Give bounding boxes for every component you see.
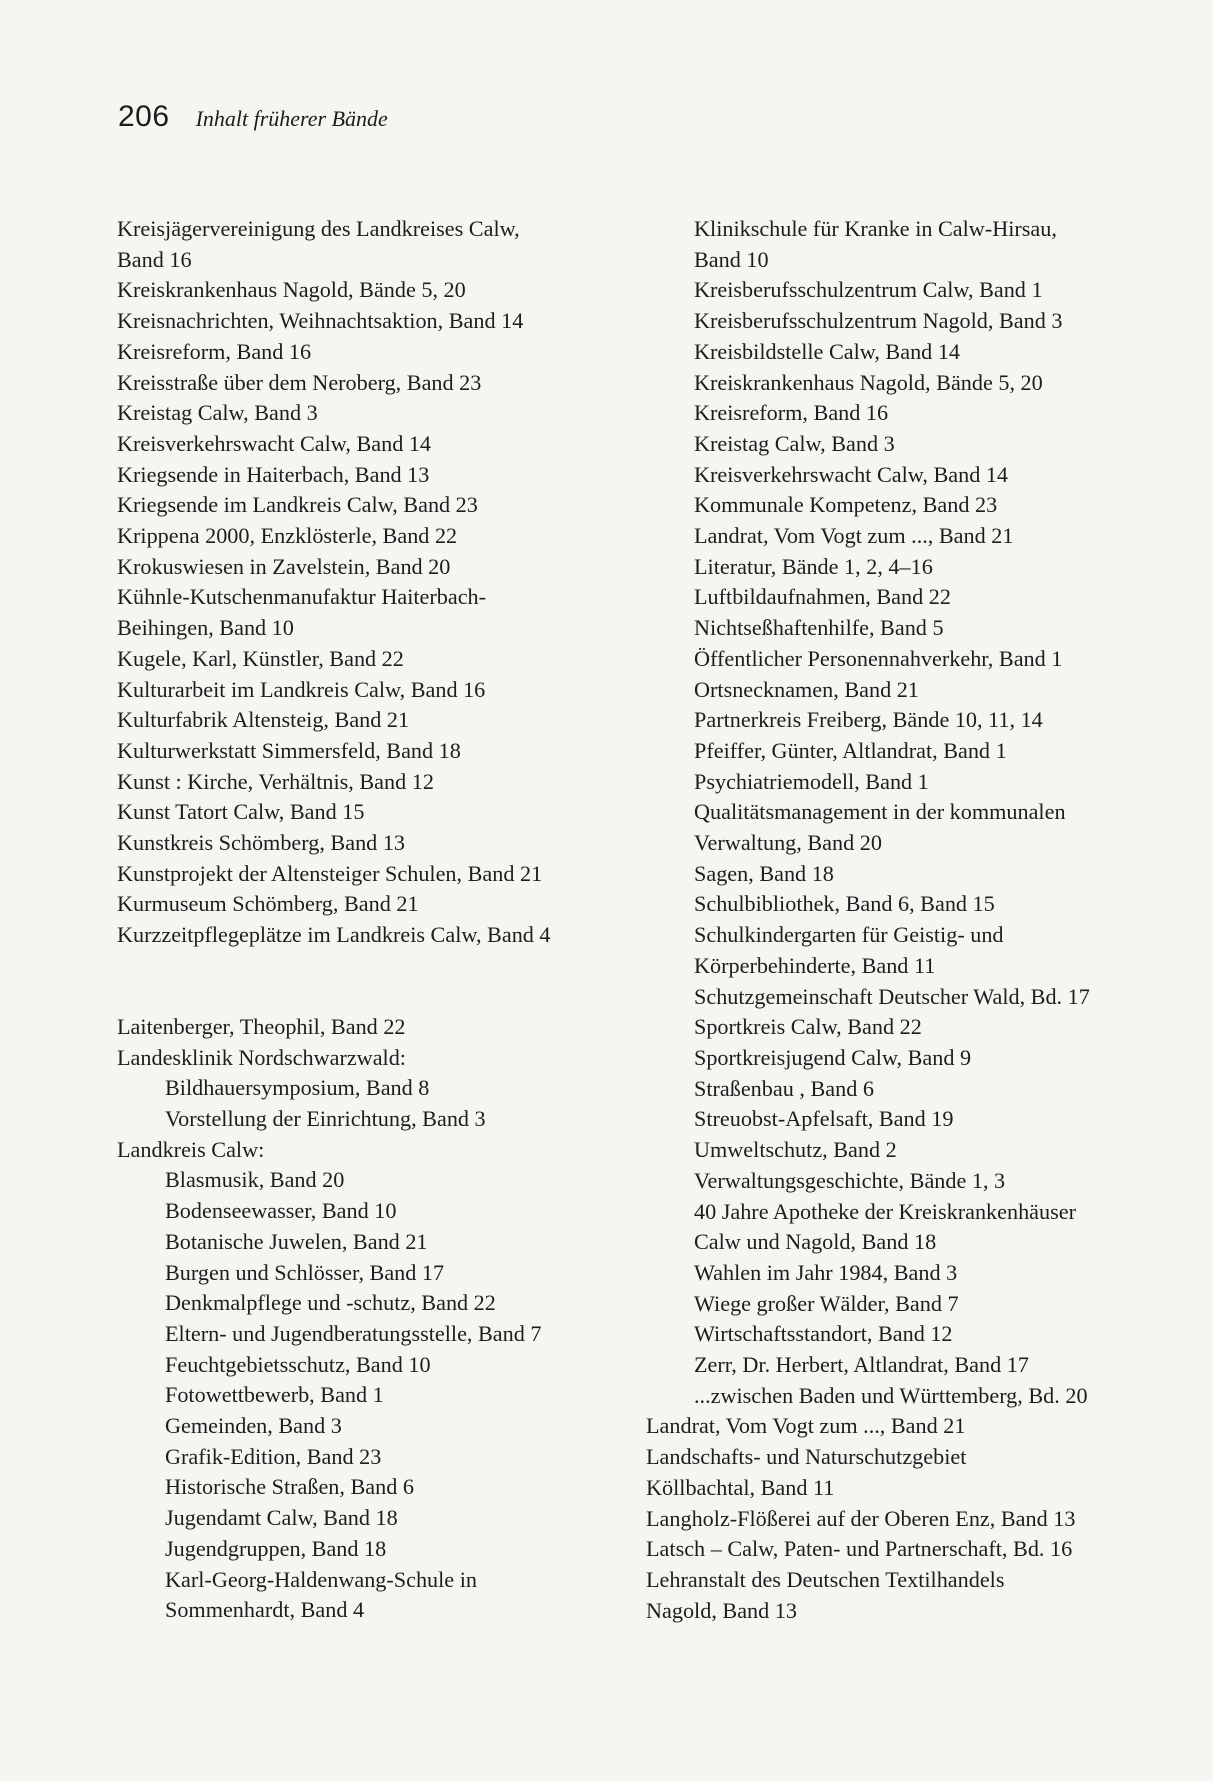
index-subentry: Nichtseßhaftenhilfe, Band 5 xyxy=(694,615,944,641)
index-entry: Latsch – Calw, Paten- und Partnerschaft, Bd. 16 xyxy=(646,1536,1073,1562)
index-subentry: Literatur, Bände 1, 2, 4–16 xyxy=(694,553,933,579)
index-subentry: Kreisberufsschulzentrum Nagold, Band 3 xyxy=(694,308,1063,334)
index-entry: Kreisstraße über dem Neroberg, Band 23 xyxy=(117,369,482,395)
index-entry: Kreistag Calw, Band 3 xyxy=(117,400,318,426)
index-subentry: Burgen und Schlösser, Band 17 xyxy=(165,1259,445,1285)
index-entry: Kunst Tatort Calw, Band 15 xyxy=(117,799,365,825)
index-subentry: Grafik-Edition, Band 23 xyxy=(165,1443,382,1469)
index-entry: Kreisnachrichten, Weihnachtsaktion, Band 14 xyxy=(117,308,524,334)
index-entry: Band 16 xyxy=(117,246,192,272)
index-entry: Kreisverkehrswacht Calw, Band 14 xyxy=(117,430,432,456)
index-subentry: ...zwischen Baden und Württemberg, Bd. 20 xyxy=(694,1382,1088,1408)
index-subentry: Schulbibliothek, Band 6, Band 15 xyxy=(694,891,995,917)
index-entry: Landrat, Vom Vogt zum ..., Band 21 xyxy=(646,1413,966,1439)
index-entry: Kreisreform, Band 16 xyxy=(117,338,312,364)
section-gap xyxy=(117,951,617,1012)
index-subentry: Fotowettbewerb, Band 1 xyxy=(165,1382,384,1408)
index-subentry: Körperbehinderte, Band 11 xyxy=(694,952,936,978)
page-number: 206 xyxy=(118,100,170,133)
index-subentry: Blasmusik, Band 20 xyxy=(165,1167,345,1193)
index-entry: Kulturwerkstatt Simmersfeld, Band 18 xyxy=(117,737,461,763)
index-entry: Krokuswiesen in Zavelstein, Band 20 xyxy=(117,553,451,579)
index-subentry: Landrat, Vom Vogt zum ..., Band 21 xyxy=(694,523,1014,549)
index-subentry: Sagen, Band 18 xyxy=(694,860,834,886)
index-subentry: Bodenseewasser, Band 10 xyxy=(165,1198,397,1224)
index-subentry: Wahlen im Jahr 1984, Band 3 xyxy=(694,1259,958,1285)
index-subentry: Sportkreisjugend Calw, Band 9 xyxy=(694,1044,972,1070)
index-entry: Kreisjägervereinigung des Landkreises Calw, xyxy=(117,216,520,241)
index-subentry: Feuchtgebietsschutz, Band 10 xyxy=(165,1351,431,1377)
index-entry: Kunst : Kirche, Verhältnis, Band 12 xyxy=(117,768,434,794)
index-entry: Kriegsende im Landkreis Calw, Band 23 xyxy=(117,492,478,518)
index-subentry: Kreiskrankenhaus Nagold, Bände 5, 20 xyxy=(694,369,1043,395)
index-subentry: Kreisberufsschulzentrum Calw, Band 1 xyxy=(694,277,1043,303)
index-subentry: Kreistag Calw, Band 3 xyxy=(694,430,895,456)
index-subentry: Historische Straßen, Band 6 xyxy=(165,1474,414,1500)
index-subentry: Umweltschutz, Band 2 xyxy=(694,1137,897,1163)
index-subentry: Vorstellung der Einrichtung, Band 3 xyxy=(165,1105,486,1131)
index-subentry: Bildhauersymposium, Band 8 xyxy=(165,1075,430,1101)
index-entry: Nagold, Band 13 xyxy=(646,1597,797,1623)
index-subentry: Streuobst-Apfelsaft, Band 19 xyxy=(694,1106,954,1132)
index-entry: Landschafts- und Naturschutzgebiet xyxy=(646,1444,967,1470)
index-entry: Landkreis Calw: xyxy=(117,1136,265,1162)
index-column-right xyxy=(646,214,1206,1626)
index-entry: Landesklinik Nordschwarzwald: xyxy=(117,1044,406,1070)
index-subentry: Wirtschaftsstandort, Band 12 xyxy=(694,1321,953,1347)
running-title: Inhalt früherer Bände xyxy=(195,106,388,131)
index-subentry: Psychiatriemodell, Band 1 xyxy=(694,768,929,794)
index-subentry: Verwaltung, Band 20 xyxy=(694,830,882,856)
index-entry: Kühnle-Kutschenmanufaktur Haiterbach- xyxy=(117,584,487,610)
index-entry: Kunstprojekt der Altensteiger Schulen, Band 21 xyxy=(117,860,543,886)
index-entry: Laitenberger, Theophil, Band 22 xyxy=(117,1013,406,1039)
index-entry: Kugele, Karl, Künstler, Band 22 xyxy=(117,645,404,671)
index-subentry: Ortsnecknamen, Band 21 xyxy=(694,676,919,702)
index-subentry: Schutzgemeinschaft Deutscher Wald, Bd. 17 xyxy=(694,983,1090,1009)
index-entry: Langholz-Flößerei auf der Oberen Enz, Band 13 xyxy=(646,1505,1076,1531)
index-entry: Krippena 2000, Enzklösterle, Band 22 xyxy=(117,523,458,549)
index-entry: Kunstkreis Schömberg, Band 13 xyxy=(117,830,406,856)
index-subentry: Qualitätsmanagement in der kommunalen xyxy=(694,799,1066,825)
index-subentry: Eltern- und Jugendberatungsstelle, Band 7 xyxy=(165,1320,542,1346)
index-subentry: Kreisreform, Band 16 xyxy=(694,400,889,426)
index-subentry: 40 Jahre Apotheke der Kreiskrankenhäuser xyxy=(694,1198,1076,1224)
index-entry: Kurzzeitpflegeplätze im Landkreis Calw, Band 4 xyxy=(117,922,551,948)
index-entry: Kulturarbeit im Landkreis Calw, Band 16 xyxy=(117,676,486,702)
index-subentry: Öffentlicher Personennahverkehr, Band 1 xyxy=(694,645,1063,671)
index-entry: Kriegsende in Haiterbach, Band 13 xyxy=(117,461,430,487)
index-subentry: Karl-Georg-Haldenwang-Schule in xyxy=(165,1566,477,1592)
index-subentry: Partnerkreis Freiberg, Bände 10, 11, 14 xyxy=(694,707,1043,733)
index-subentry: Gemeinden, Band 3 xyxy=(165,1413,342,1439)
index-subentry: Kreisverkehrswacht Calw, Band 14 xyxy=(694,461,1009,487)
index-entry: Beihingen, Band 10 xyxy=(117,615,294,641)
index-subentry: Verwaltungsgeschichte, Bände 1, 3 xyxy=(694,1167,1006,1193)
index-subentry: Schulkindergarten für Geistig- und xyxy=(694,922,1004,948)
index-entry: Kulturfabrik Altensteig, Band 21 xyxy=(117,707,410,733)
index-entry: Lehranstalt des Deutschen Textilhandels xyxy=(646,1566,1005,1592)
index-subentry: Jugendgruppen, Band 18 xyxy=(165,1535,387,1561)
page-header xyxy=(118,100,388,134)
index-subentry: Straßenbau , Band 6 xyxy=(694,1075,874,1101)
index-subentry: Kommunale Kompetenz, Band 23 xyxy=(694,492,998,518)
index-subentry: Sportkreis Calw, Band 22 xyxy=(694,1014,922,1040)
index-entry: Kurmuseum Schömberg, Band 21 xyxy=(117,891,419,917)
index-entry: Köllbachtal, Band 11 xyxy=(646,1474,835,1500)
index-subentry: Zerr, Dr. Herbert, Altlandrat, Band 17 xyxy=(694,1352,1029,1378)
index-subentry: Klinikschule für Kranke in Calw-Hirsau, xyxy=(694,216,1057,241)
index-subentry: Kreisbildstelle Calw, Band 14 xyxy=(694,338,960,364)
index-subentry: Band 10 xyxy=(694,246,769,272)
index-subentry: Botanische Juwelen, Band 21 xyxy=(165,1228,428,1254)
index-subentry: Pfeiffer, Günter, Altlandrat, Band 1 xyxy=(694,737,1007,763)
index-entry: Kreiskrankenhaus Nagold, Bände 5, 20 xyxy=(117,277,466,303)
index-column-left xyxy=(117,214,617,1626)
index-subentry: Denkmalpflege und -schutz, Band 22 xyxy=(165,1290,496,1316)
index-subentry: Wiege großer Wälder, Band 7 xyxy=(694,1290,959,1316)
index-subentry: Jugendamt Calw, Band 18 xyxy=(165,1505,398,1531)
index-subentry: Calw und Nagold, Band 18 xyxy=(694,1229,937,1255)
index-subentry: Luftbildaufnahmen, Band 22 xyxy=(694,584,951,610)
index-subentry: Sommenhardt, Band 4 xyxy=(165,1597,365,1623)
